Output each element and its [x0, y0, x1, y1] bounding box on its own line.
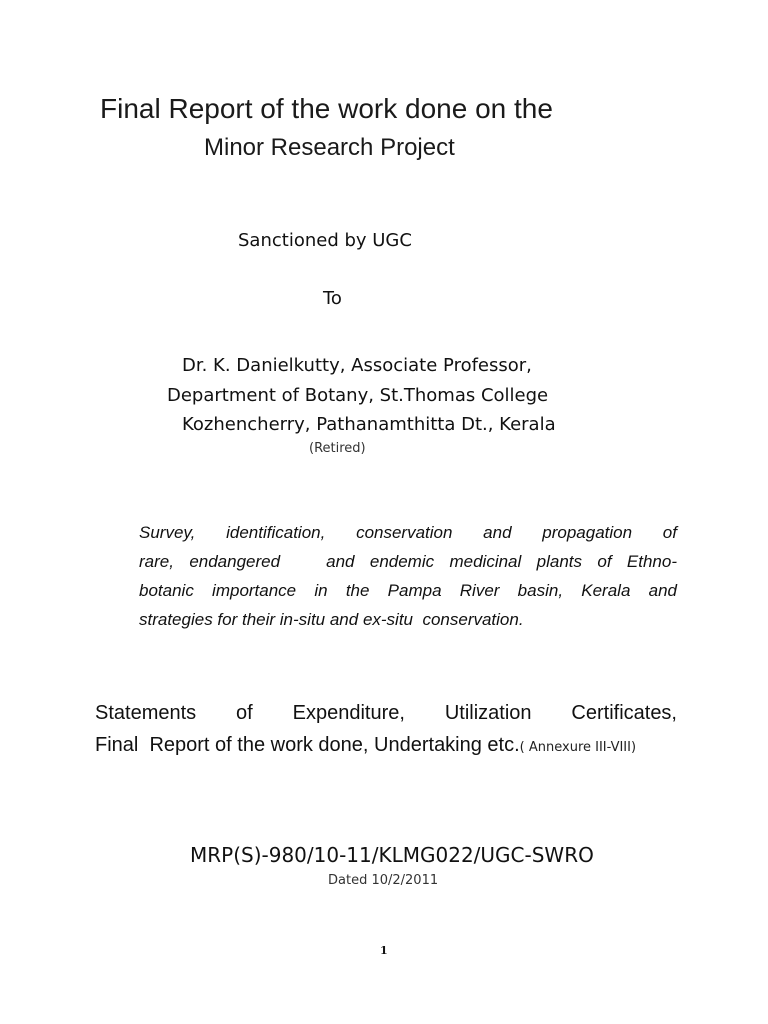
project-title [139, 518, 677, 634]
to-label: To [323, 288, 342, 309]
reference-number: MRP(S)-980/10-11/KLMG022/UGC-SWRO [190, 843, 594, 867]
investigator-department: Department of Botany, St.Thomas College [167, 385, 549, 406]
statements-block [95, 697, 677, 764]
project-title-line4: strategies for their in-situ and ex-situ conservation. [139, 610, 524, 629]
page-number: 1 [380, 944, 388, 957]
report-title-line2: Minor Research Project [204, 134, 455, 161]
project-title-line1: Survey, identification, conservation and propagation of [139, 523, 677, 542]
statements-line1: Statements of Expenditure, Utilization Certificates, [95, 702, 677, 724]
report-title-line1: Final Report of the work done on the [100, 93, 553, 124]
investigator-location: Kozhencherry, Pathanamthitta Dt., Kerala [182, 414, 556, 435]
statements-line2 [95, 729, 677, 764]
investigator-name: Dr. K. Danielkutty, Associate Professor, [182, 355, 532, 376]
investigator-status: (Retired) [309, 441, 366, 456]
sanctioned-by: Sanctioned by UGC [238, 230, 412, 251]
dated: Dated 10/2/2011 [328, 873, 439, 888]
project-title-line3: botanic importance in the Pampa River basin, Kerala and [139, 581, 677, 600]
project-title-line2: rare, endangered and endemic medicinal plants of Ethno- [139, 552, 677, 571]
annexure-note: ( Annexure III-VIII) [519, 740, 637, 755]
statements-line2-text: Final Report of the work done, Undertaking etc. [95, 734, 520, 756]
